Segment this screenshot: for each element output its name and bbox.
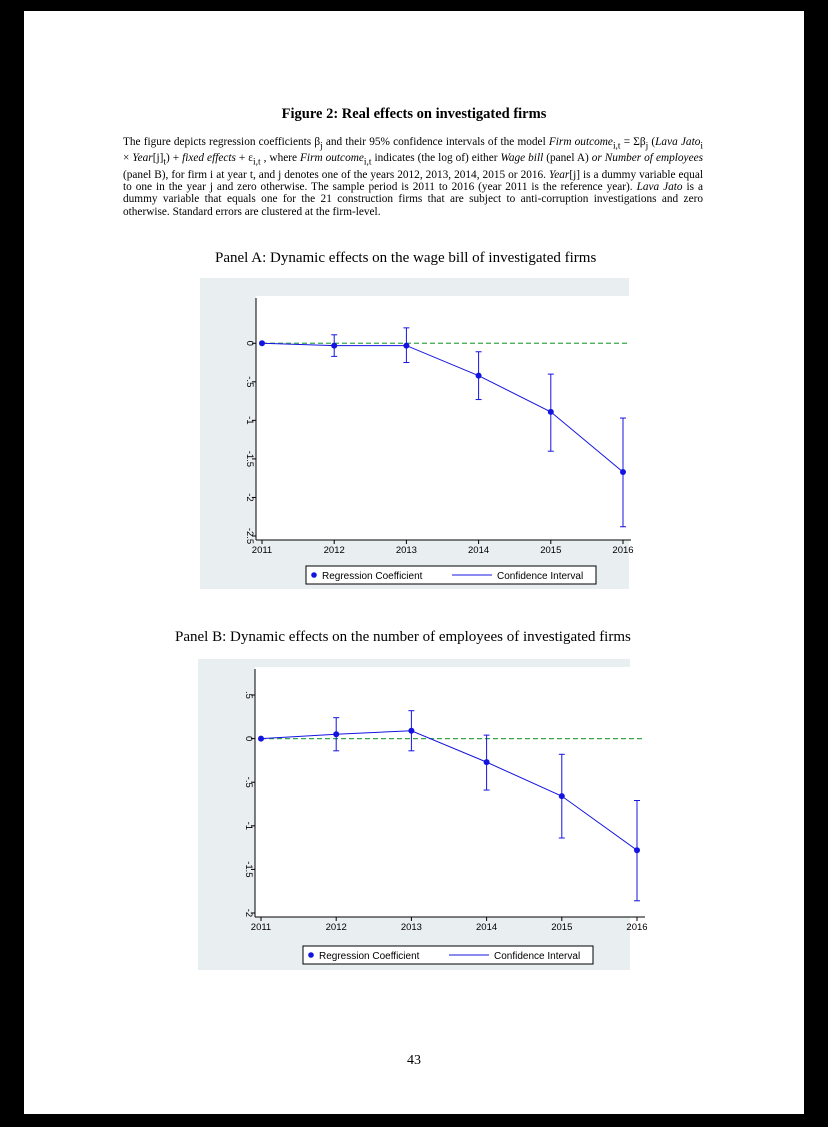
panel-b-y-tick-label: .5 xyxy=(243,691,254,699)
panel-a-legend-coef-marker xyxy=(311,572,317,578)
panel-a-coefficient-point xyxy=(548,409,554,415)
figure-title: Figure 2: Real effects on investigated firms xyxy=(281,106,547,122)
panel-a-y-tick-label: -.5 xyxy=(244,376,255,388)
figure-caption: The figure depicts regression coefficients $\beta_j$ and their 95% confidence intervals of the model Firm outcome$_{i,t}$ = $\Sigma\beta_j$ (Lava Jato$_i$ × $Year[j]_t$) + fixed effects + $\varepsilon_{i,t}$ , where Firm outcome$_{i,t}$ indicates (the log of) either Wage bill (panel A) or Number of employees (panel B), for firm i at year t, and j denotes one of the years 2012, 2013, 2014, 2015 or 2016. Year[j] is a dummy variable equal to one in the year j and zero otherwise. The sample period is 2011 to 2016 (year 2011 is the reference year). Lava Jato is a dummy variable that equals one for the 21 construction firms that are subject to anti-corruption investigations and zero otherwise. Standard errors are clustered at the firm-level. xyxy=(123,136,704,218)
panel-b-coefficient-point xyxy=(484,759,490,765)
panel-a-chart xyxy=(200,278,634,589)
panel-a-y-tick-label: -1.5 xyxy=(244,450,255,468)
panel-a-x-tick-label: 2016 xyxy=(612,545,634,556)
panel-b-coefficient-point xyxy=(258,736,264,742)
panel-b-y-tick-label: -2 xyxy=(243,908,254,918)
panel-a-plot-area xyxy=(256,296,631,540)
panel-b-chart xyxy=(198,659,648,970)
panel-b-coefficient-point xyxy=(333,731,339,737)
panel-b-x-tick-label: 2012 xyxy=(325,922,347,933)
panel-a-y-tick-label: -2.5 xyxy=(244,527,255,545)
panel-a-x-tick-label: 2011 xyxy=(251,545,273,556)
panel-a-x-tick-label: 2013 xyxy=(395,545,417,556)
panel-b-x-tick-label: 2015 xyxy=(551,922,573,933)
panel-b-x-tick-label: 2014 xyxy=(476,922,498,933)
panel-b-plot-area xyxy=(255,667,645,917)
panel-a-svg xyxy=(200,278,634,589)
panel-a-x-tick-label: 2015 xyxy=(540,545,562,556)
panel-a-y-tick-label: 0 xyxy=(244,340,255,346)
panel-b-legend-coef-marker xyxy=(308,952,314,958)
panel-b-svg xyxy=(198,659,648,970)
panel-a-legend-ci-label: Confidence Interval xyxy=(497,571,584,582)
panel-b-x-tick-label: 2016 xyxy=(626,922,648,933)
panel-b-legend-coef-label: Regression Coefficient xyxy=(319,951,420,962)
panel-b-y-tick-label: -1.5 xyxy=(243,861,254,878)
panel-a-coefficient-point xyxy=(403,343,409,349)
paper-page xyxy=(24,11,804,1114)
panel-a-coefficient-point xyxy=(476,373,482,379)
panel-b-coefficient-point xyxy=(559,793,565,799)
panel-b-y-tick-label: -1 xyxy=(243,821,254,831)
panel-b-y-tick-label: -.5 xyxy=(243,776,254,788)
panel-b-coefficient-point xyxy=(634,847,640,853)
panel-b-legend-ci-label: Confidence Interval xyxy=(494,951,581,962)
panel-a-coefficient-point xyxy=(331,343,337,349)
panel-a-x-tick-label: 2012 xyxy=(323,545,345,556)
panel-b-x-tick-label: 2013 xyxy=(400,922,422,933)
panel-a-coefficient-point xyxy=(620,469,626,475)
panel-a-y-tick-label: -2 xyxy=(244,493,255,502)
panel-b-title: Panel B: Dynamic effects on the number of employees of investigated firms xyxy=(175,629,631,645)
panel-a-x-tick-label: 2014 xyxy=(468,545,490,556)
panel-a-legend-coef-label: Regression Coefficient xyxy=(322,571,423,582)
panel-a-title: Panel A: Dynamic effects on the wage bill of investigated firms xyxy=(215,250,597,266)
panel-b-x-tick-label: 2011 xyxy=(250,922,272,933)
panel-b-y-tick-label: 0 xyxy=(243,735,254,742)
page-number: 43 xyxy=(407,1053,421,1068)
panel-a-y-tick-label: -1 xyxy=(244,416,255,425)
panel-b-coefficient-point xyxy=(408,728,414,734)
panel-a-coefficient-point xyxy=(259,340,265,346)
